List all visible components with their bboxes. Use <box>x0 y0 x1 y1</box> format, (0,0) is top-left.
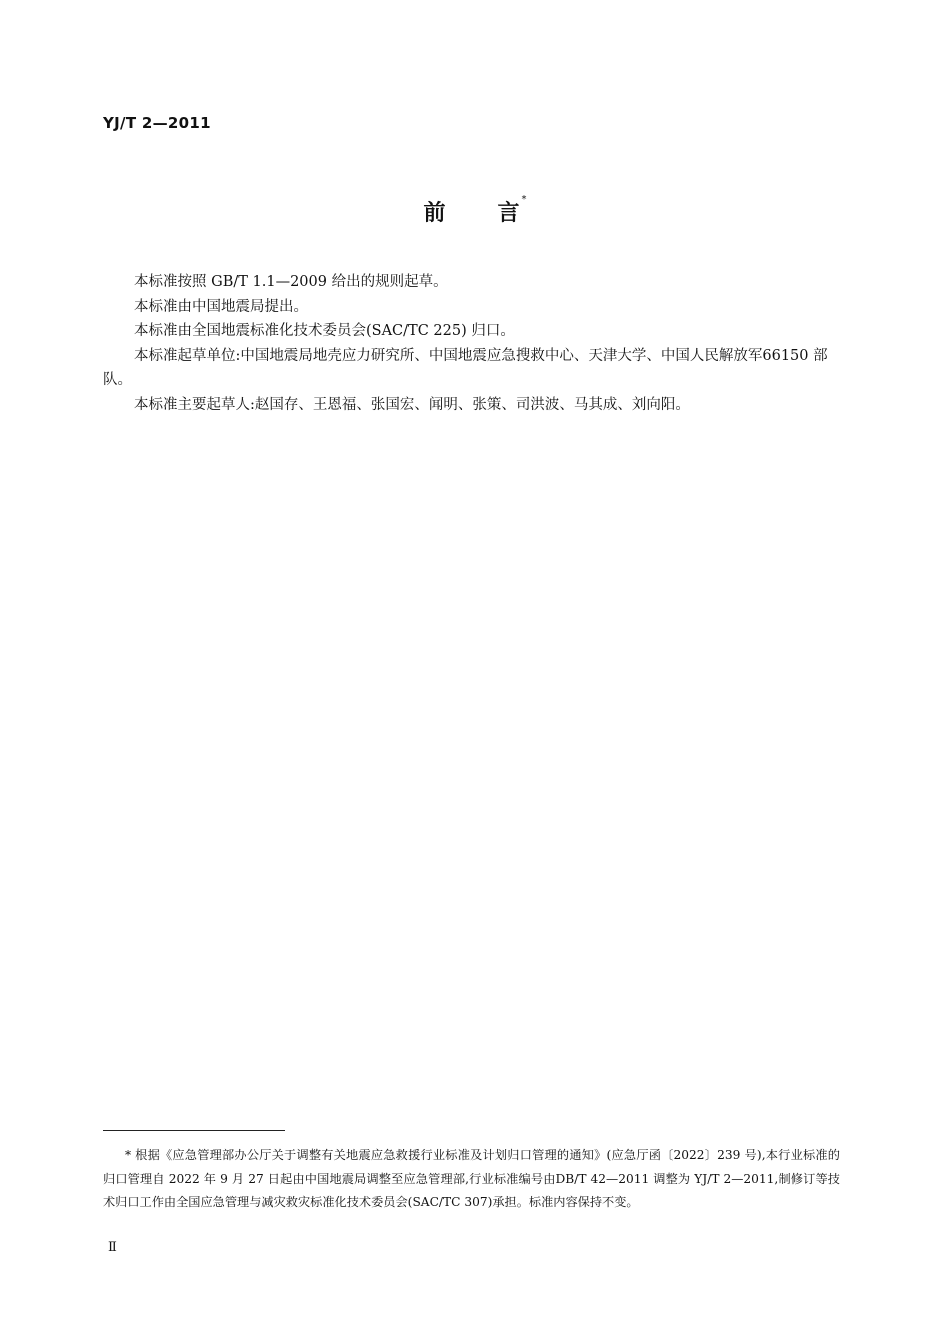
footnote-text: * 根据《应急管理部办公厅关于调整有关地震应急救援行业标准及计划归口管理的通知》(应急厅函〔2022〕239 号),本行业标准的归口管理自 2022 年 9 月 27 日起由中国地震局调整至应急管理部,行业标准编号由DB/T 42—2011 调整为 YJ/T 2—2011,制修订等技术归口工作由全国应急管理与减灾救灾标准化技术委员会(SAC/TC 307)承担。标准内容保持不变。 <box>103 1148 840 1209</box>
page-number: Ⅱ <box>108 1240 117 1255</box>
footnote <box>103 1144 840 1215</box>
title-char-1: 前 <box>423 201 446 226</box>
paragraph-drafting-units: 本标准起草单位:中国地震局地壳应力研究所、中国地震应急搜救中心、天津大学、中国人民解放军66150 部队。 <box>103 347 828 389</box>
foreword-body <box>103 270 840 418</box>
paragraph-technical-committee: 本标准由全国地震标准化技术委员会(SAC/TC 225) 归口。 <box>134 323 515 340</box>
footnote-divider <box>103 1130 285 1131</box>
paragraph-drafters: 本标准主要起草人:赵国存、王恩福、张国宏、闻明、张策、司洪波、马其成、刘向阳。 <box>134 396 690 413</box>
paragraph-drafting-rules: 本标准按照 GB/T 1.1—2009 给出的规则起草。 <box>134 274 448 290</box>
page-title <box>0 196 950 227</box>
paragraph-proposer: 本标准由中国地震局提出。 <box>134 298 308 315</box>
standard-code: YJ/T 2—2011 <box>103 114 211 132</box>
title-footnote-mark: * <box>521 194 527 205</box>
title-char-2: 言 <box>497 201 520 226</box>
